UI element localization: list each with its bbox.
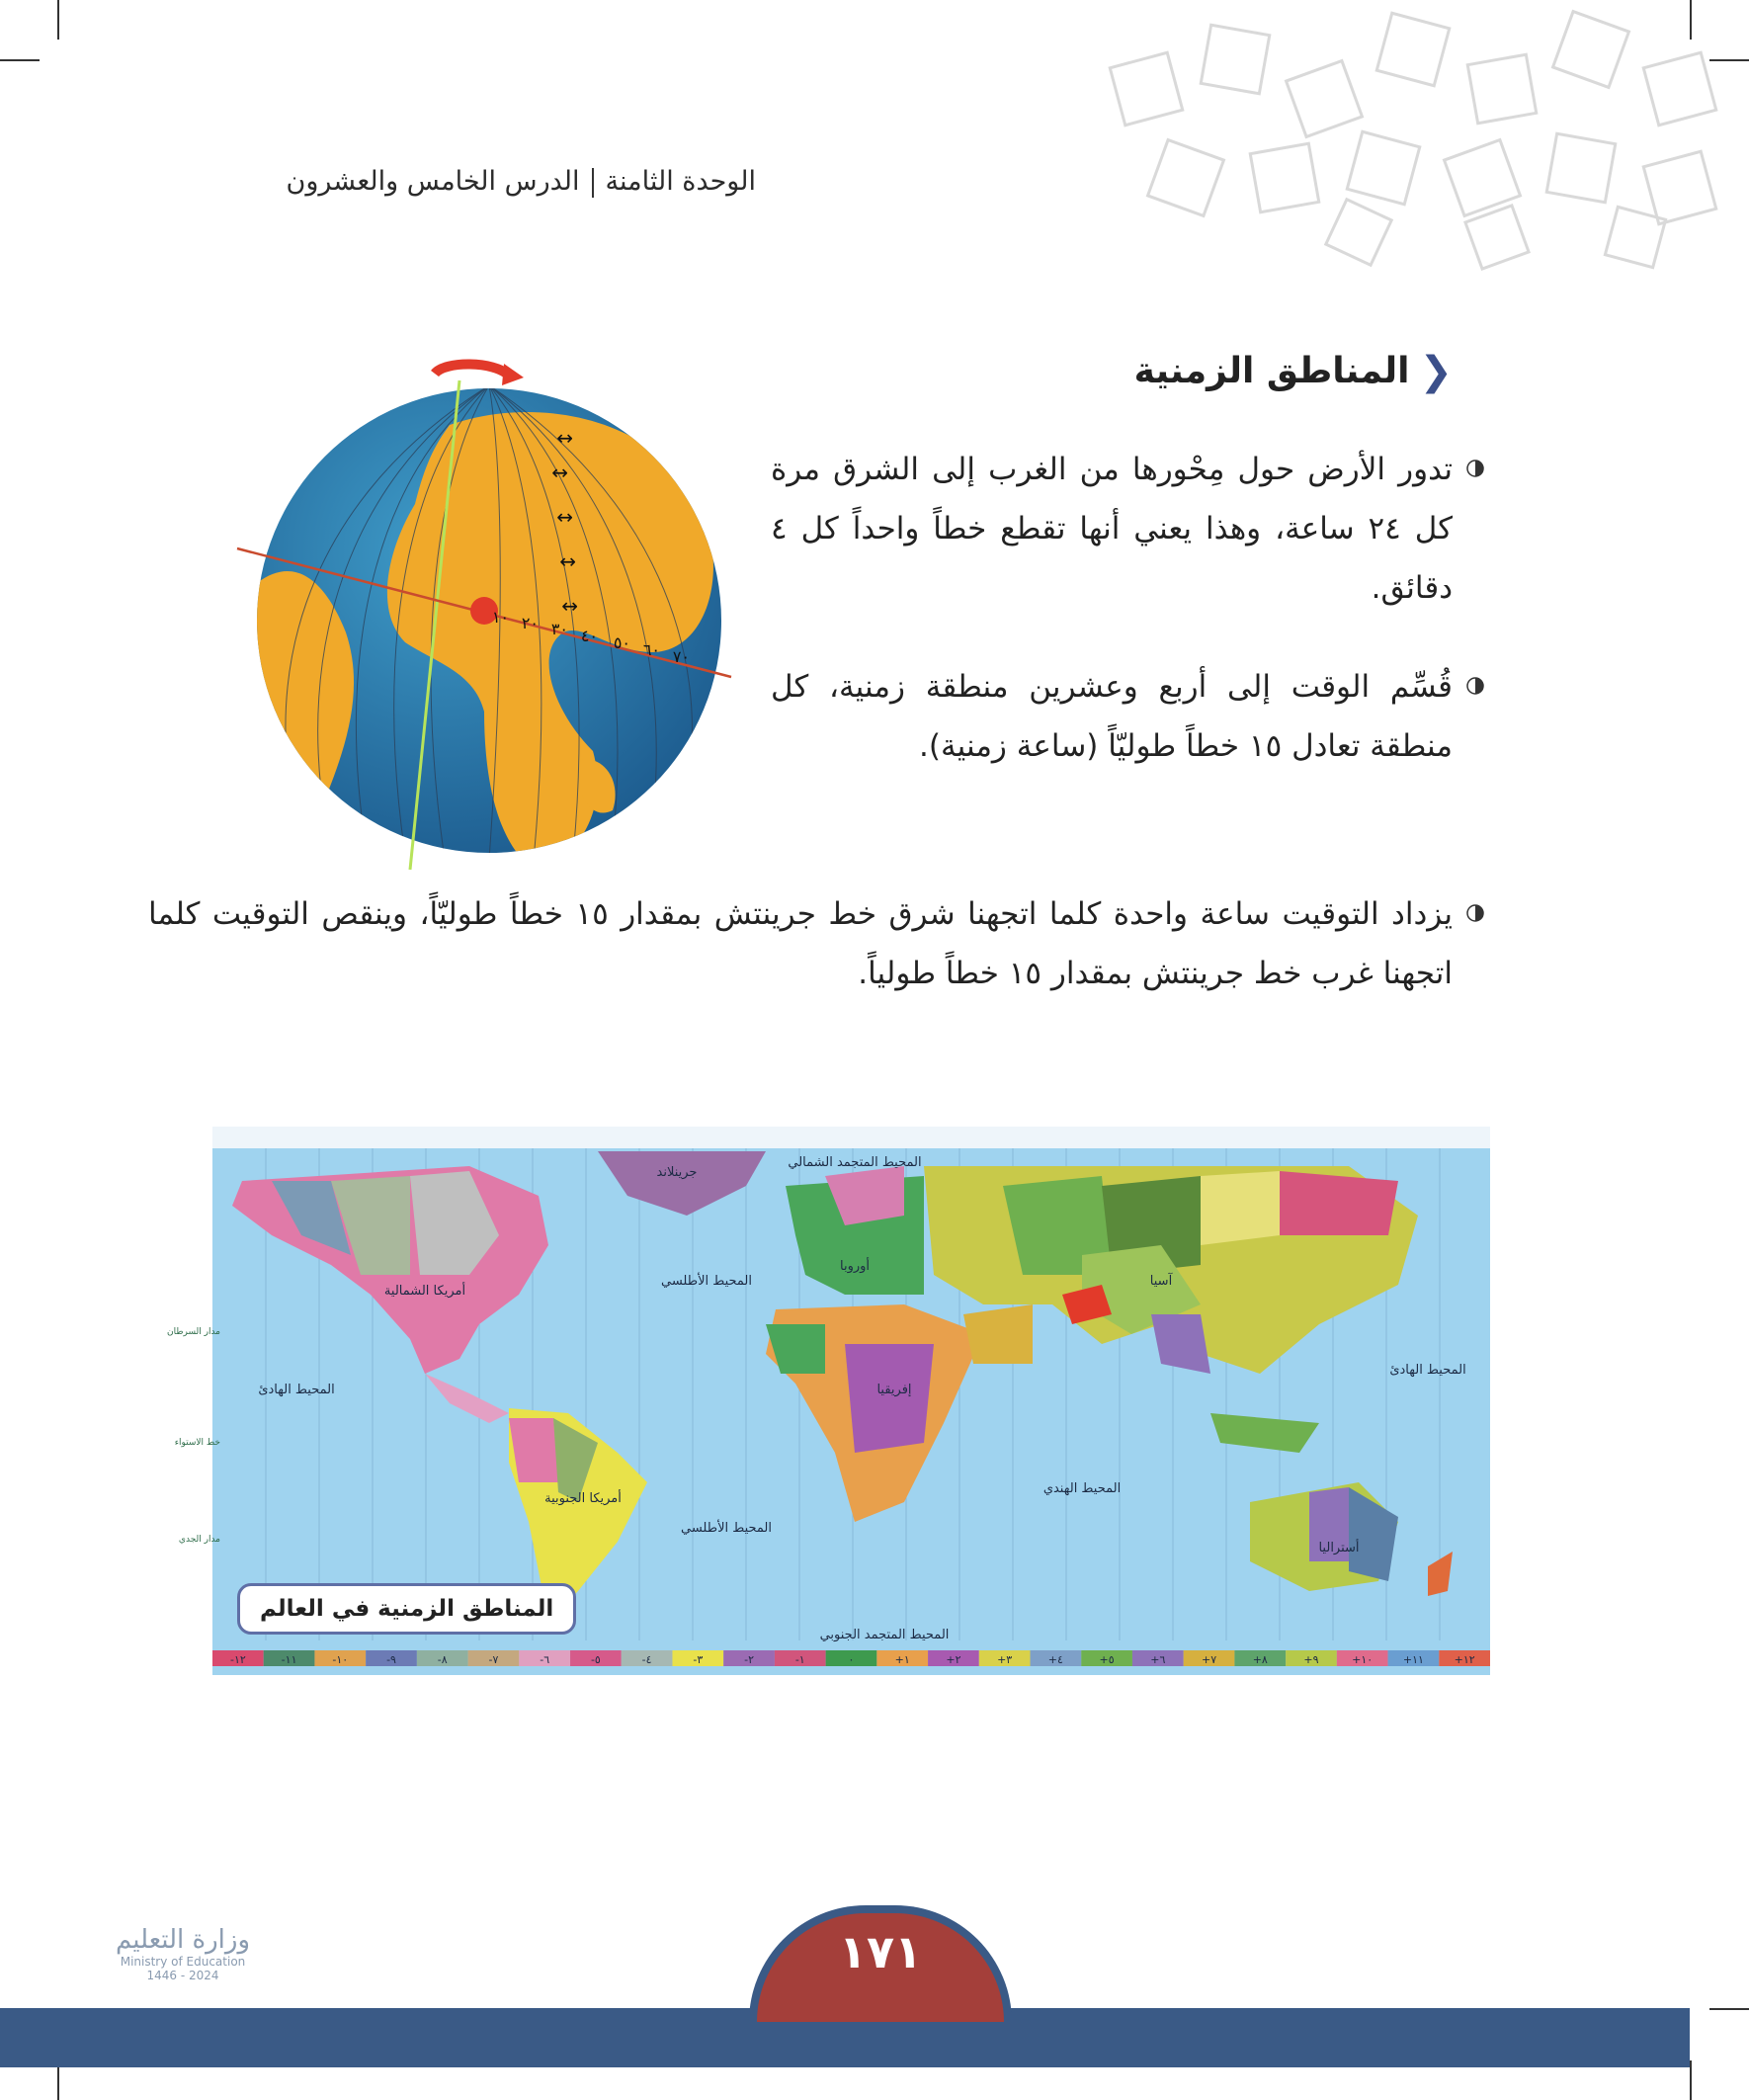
time-zone-label: ٧+	[1201, 1653, 1217, 1666]
map-label-atlantic-south: المحيط الأطلسي	[681, 1521, 772, 1536]
globe-degree-label: ٣٠	[550, 620, 568, 638]
crop-mark	[1690, 2060, 1692, 2100]
bullet-item	[771, 440, 1453, 618]
bullet-icon	[1466, 460, 1484, 477]
map-label-australia: أستراليا	[1318, 1541, 1360, 1555]
time-zone-label: ٢+	[946, 1653, 961, 1666]
time-zone-label: ٣+	[997, 1653, 1013, 1666]
map-label-arctic: المحيط المتجمد الشمالي	[788, 1155, 922, 1170]
time-zone-label: ١٢-	[229, 1653, 246, 1666]
globe-degree-label: ٦٠	[642, 640, 660, 659]
map-label-pacific-east: المحيط الهادئ	[1389, 1363, 1466, 1378]
time-zone-label: ٠	[848, 1653, 855, 1666]
time-zone-label: ٦-	[540, 1653, 550, 1666]
time-zone-label: ٨-	[437, 1653, 448, 1666]
globe-degree-label: ١٠	[491, 608, 509, 627]
breadcrumb	[287, 166, 756, 198]
globe-illustration	[237, 356, 741, 870]
time-zone-label: ١١-	[281, 1653, 297, 1666]
map-label-pacific-west: المحيط الهادئ	[258, 1383, 335, 1397]
ministry-logo	[99, 1925, 267, 1982]
time-zone-label: ٢-	[744, 1653, 755, 1666]
time-zone-label: ٩-	[386, 1653, 396, 1666]
crop-mark	[1709, 2008, 1749, 2010]
bullet-icon	[1466, 677, 1484, 695]
time-zone-label: ٩+	[1303, 1653, 1319, 1666]
bullet-text: تدور الأرض حول مِحْورها من الغرب إلى الشرق مرة كل ٢٤ ساعة، وهذا يعني أنها تقطع خطاً واحداً كل ٤ دقائق.	[771, 452, 1453, 606]
time-zone-label: ١١+	[1402, 1653, 1424, 1666]
globe-degree-label: ٥٠	[613, 633, 630, 652]
map-label-europe: أوروبا	[839, 1259, 871, 1274]
crop-mark	[0, 59, 40, 61]
section-title: المناطق الزمنية	[1133, 351, 1410, 391]
map-label-southern: المحيط المتجمد الجنوبي	[819, 1628, 950, 1642]
breadcrumb-separator	[592, 168, 594, 198]
time-zone-label: ١-	[794, 1653, 805, 1666]
time-zone-label: ٣-	[693, 1653, 704, 1666]
time-zone-label: ١٠+	[1352, 1653, 1374, 1666]
time-zone-label: ٥-	[590, 1653, 601, 1666]
bullet-text: قُسِّم الوقت إلى أربع وعشرين منطقة زمنية، كل منطقة تعادل ١٥ خطاً طوليّاً (ساعة زمنية).	[771, 669, 1453, 764]
unit-label: الوحدة الثامنة	[605, 166, 756, 197]
section-heading	[1133, 348, 1453, 394]
time-zone-label: ١٠-	[332, 1653, 349, 1666]
time-zone-label: ٨+	[1252, 1653, 1268, 1666]
globe-degree-label: ٧٠	[672, 647, 690, 666]
bullet-item	[771, 657, 1453, 776]
map-label-tropic-cancer: مدار السرطان	[166, 1327, 220, 1337]
map-caption: المناطق الزمنية في العالم	[237, 1583, 576, 1635]
globe-arrow-label: ↔	[559, 549, 576, 573]
map-label-tropic-capricorn: مدار الجدي	[178, 1535, 220, 1545]
bullet-item	[148, 884, 1453, 1003]
time-zone-label: ٥+	[1099, 1653, 1115, 1666]
decorative-pattern	[1038, 0, 1749, 267]
bullet-icon	[1466, 904, 1484, 922]
time-zone-label: ٦+	[1150, 1653, 1166, 1666]
globe-arrow-label: ↔	[561, 594, 578, 618]
crop-mark	[57, 0, 59, 40]
ministry-year: 2024 - 1446	[146, 1969, 219, 1982]
time-zone-label: ١+	[894, 1653, 910, 1666]
ministry-name-en: Ministry of Education	[120, 1955, 246, 1969]
map-label-south-america: أمريكا الجنوبية	[544, 1491, 622, 1506]
globe-arrow-label: ↔	[556, 505, 573, 529]
map-label-asia: آسيا	[1149, 1274, 1173, 1289]
time-zone-label: ٤+	[1047, 1653, 1063, 1666]
globe-degree-label: ٢٠	[521, 614, 539, 632]
map-label-equator: خط الاستواء	[174, 1438, 220, 1448]
time-zone-label: ٤-	[641, 1653, 652, 1666]
globe-arrow-label: ↔	[556, 426, 573, 450]
time-zone-label: ٧-	[488, 1653, 499, 1666]
chevron-left-icon: ❮	[1419, 348, 1453, 394]
map-label-north-america: أمريكا الشمالية	[383, 1284, 466, 1299]
ministry-name: وزارة التعليم	[115, 1925, 251, 1955]
time-zone-bar	[212, 1650, 1490, 1666]
bullet-text: يزداد التوقيت ساعة واحدة كلما اتجهنا شرق خط جرينتش بمقدار ١٥ خطاً طوليّاً، وينقص التوقيت كلما اتجهنا غرب خط جرينتش بمقدار ١٥ خطاً طولياً.	[148, 896, 1453, 991]
globe-arrow-label: ↔	[551, 461, 568, 484]
page-number: ١٧١	[838, 1925, 923, 1978]
map-label-atlantic-north: المحيط الأطلسي	[661, 1274, 752, 1289]
map-label-greenland: جرينلاند	[656, 1165, 698, 1180]
globe-degree-label: ٤٠	[580, 627, 598, 645]
time-zone-label: ١٢+	[1454, 1653, 1475, 1666]
map-label-africa: إفريقيا	[876, 1383, 912, 1397]
map-label-indian: المحيط الهندي	[1042, 1481, 1122, 1496]
lesson-label: الدرس الخامس والعشرون	[286, 166, 580, 197]
